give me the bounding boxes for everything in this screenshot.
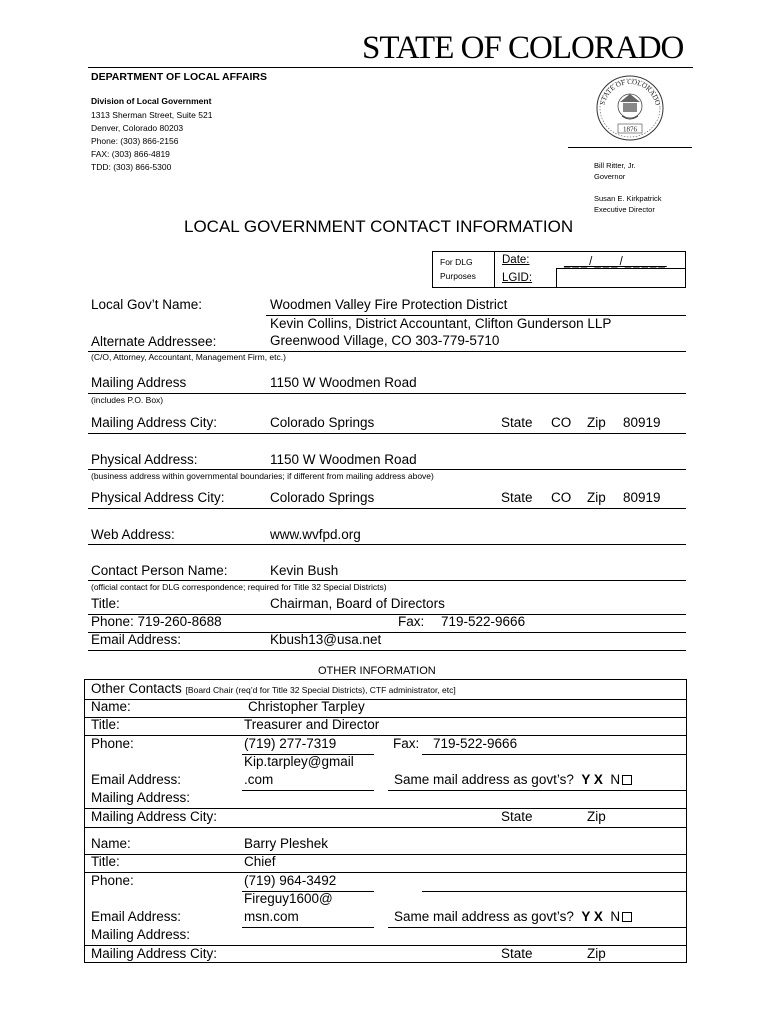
tdd-line: TDD: (303) 866-5300 <box>91 162 172 172</box>
contact2-email-line2: msn.com <box>244 909 299 924</box>
alt-addressee-line2: Greenwood Village, CO 303-779-5710 <box>270 333 500 348</box>
gov-name-label: Local Gov’t Name: <box>91 297 203 312</box>
contact-email-label: Email Address: <box>91 632 182 647</box>
mailing-address-label: Mailing Address <box>91 375 187 390</box>
contact1-title-rule <box>84 735 687 736</box>
physical-address-rule <box>88 469 686 470</box>
contact1-name-value: Christopher Tarpley <box>248 699 365 714</box>
contact2-city-label: Mailing Address City: <box>91 946 218 961</box>
contact-title-label: Title: <box>91 596 120 611</box>
contact1-title-label: Title: <box>91 717 120 732</box>
contact2-title-label: Title: <box>91 854 120 869</box>
contact-phone: Phone: 719-260-8688 <box>91 614 222 629</box>
fax-line: FAX: (303) 866-4819 <box>91 149 170 159</box>
contact1-city-rule <box>84 827 687 828</box>
contact-person-label: Contact Person Name: <box>91 563 228 578</box>
mailing-zip-label: Zip <box>587 415 606 430</box>
physical-state-value: CO <box>551 490 572 505</box>
lgid-label: LGID: <box>502 272 533 284</box>
address-line: 1313 Sherman Street, Suite 521 <box>91 110 213 120</box>
contact2-fax-rule <box>422 891 687 892</box>
mailing-address-note: (includes P.O. Box) <box>91 395 164 405</box>
governor-title: Governor <box>594 172 626 181</box>
contact1-phone-value: (719) 277-7319 <box>244 736 337 751</box>
contact-email-value: Kbush13@usa.net <box>270 632 382 647</box>
mailing-city-value: Colorado Springs <box>270 415 375 430</box>
dlg-purposes-label: Purposes <box>440 271 476 281</box>
physical-city-label: Physical Address City: <box>91 490 225 505</box>
physical-zip-label: Zip <box>587 490 606 505</box>
contact2-no-checkbox[interactable] <box>622 912 632 922</box>
physical-address-value: 1150 W Woodmen Road <box>270 452 417 467</box>
division-name: Division of Local Government <box>91 96 212 106</box>
contact1-email-rule <box>242 790 374 791</box>
alt-addressee-label: Alternate Addressee: <box>91 334 217 349</box>
form-title: LOCAL GOVERNMENT CONTACT INFORMATION <box>184 217 574 236</box>
contact-fax-value: 719-522-9666 <box>441 614 526 629</box>
contact1-same-mail: Same mail address as govt’s? Y X N <box>394 772 632 787</box>
department-name: DEPARTMENT OF LOCAL AFFAIRS <box>91 71 267 83</box>
contact1-zip-label: Zip <box>587 809 606 824</box>
mailing-address-rule <box>88 393 686 394</box>
mailing-state-label: State <box>501 415 533 430</box>
seal-year: 1876 <box>623 125 637 134</box>
governor-rule <box>568 147 692 148</box>
physical-address-label: Physical Address: <box>91 452 198 467</box>
contact2-title-rule <box>84 872 687 873</box>
contact1-mailing-label: Mailing Address: <box>91 790 191 805</box>
physical-zip-value: 80919 <box>623 490 661 505</box>
web-address-label: Web Address: <box>91 527 175 542</box>
physical-state-label: State <box>501 490 533 505</box>
contact1-phone-label: Phone: <box>91 736 134 751</box>
contact2-email-label: Email Address: <box>91 909 182 924</box>
contact-person-value: Kevin Bush <box>270 563 339 578</box>
director-name: Susan E. Kirkpatrick <box>594 194 662 203</box>
contact2-name-rule <box>84 854 687 855</box>
date-input[interactable]: ___/___/_____ <box>564 256 667 268</box>
contact2-phone-label: Phone: <box>91 873 134 888</box>
lgid-input[interactable] <box>556 268 686 288</box>
contact2-same-rule <box>388 927 687 928</box>
contact1-city-label: Mailing Address City: <box>91 809 218 824</box>
contact-person-note: (official contact for DLG correspondence; required for Title 32 Special Districts) <box>91 582 387 592</box>
header-rule <box>88 67 693 68</box>
date-label: Date: <box>502 254 530 266</box>
mailing-address-value: 1150 W Woodmen Road <box>270 375 417 390</box>
contact2-email-rule <box>242 927 374 928</box>
gov-name-value: Woodmen Valley Fire Protection District <box>270 297 508 312</box>
contact1-fax-value: 719-522-9666 <box>433 736 518 751</box>
other-information-header: OTHER INFORMATION <box>318 665 436 677</box>
contact2-zip-label: Zip <box>587 946 606 961</box>
other-contacts-label: Other Contacts [Board Chair (req’d for Title 32 Special Districts), CTF administrator, etc] <box>91 681 456 696</box>
contact1-email-label: Email Address: <box>91 772 182 787</box>
contact2-name-value: Barry Pleshek <box>244 836 329 851</box>
contact-person-rule <box>88 580 686 581</box>
contact1-yes-check[interactable]: Y X <box>581 772 603 787</box>
contact1-fax-label: Fax: <box>393 736 420 751</box>
contacts-rule <box>84 699 687 700</box>
contact1-fax-rule <box>422 754 687 755</box>
director-title: Executive Director <box>594 205 655 214</box>
web-address-rule <box>88 544 686 545</box>
contact2-state-label: State <box>501 946 533 961</box>
contact1-state-label: State <box>501 809 533 824</box>
contact2-phone-value: (719) 964-3492 <box>244 873 337 888</box>
alt-addressee-note: (C/O, Attorney, Accountant, Management Firm, etc.) <box>91 352 286 362</box>
contact1-name-label: Name: <box>91 699 131 714</box>
alt-addressee-line1: Kevin Collins, District Accountant, Clifton Gunderson LLP <box>270 316 612 331</box>
contact2-email-line1: Fireguy1600@ <box>244 891 333 906</box>
contact-fax-label: Fax: <box>398 614 425 629</box>
state-title: STATE OF COLORADO <box>362 30 684 66</box>
mailing-city-rule <box>88 433 686 434</box>
phone-line: Phone: (303) 866-2156 <box>91 136 179 146</box>
contact2-yes-check[interactable]: Y X <box>581 909 603 924</box>
web-address-value: www.wvfpd.org <box>270 527 361 542</box>
dlg-separator <box>494 251 495 288</box>
contact2-same-mail: Same mail address as govt’s? Y X N <box>394 909 632 924</box>
contact1-title-value: Treasurer and Director <box>244 717 380 732</box>
mailing-city-label: Mailing Address City: <box>91 415 218 430</box>
contact1-same-rule <box>388 790 687 791</box>
contact2-name-label: Name: <box>91 836 131 851</box>
contact-email-rule <box>88 650 686 651</box>
physical-city-rule <box>88 508 686 509</box>
contact1-name-rule <box>84 717 687 718</box>
dlg-for-label: For DLG <box>440 257 473 267</box>
physical-address-note: (business address within governmental boundaries; if different from mailing address above) <box>91 471 434 481</box>
seal-text: STATE OF COLORADO <box>598 77 662 107</box>
contact1-no-checkbox[interactable] <box>622 775 632 785</box>
contact1-email-line1: Kip.tarpley@gmail <box>244 754 354 769</box>
contact-title-value: Chairman, Board of Directors <box>270 596 445 611</box>
governor-name: Bill Ritter, Jr. <box>594 161 636 170</box>
mailing-state-value: CO <box>551 415 572 430</box>
physical-city-value: Colorado Springs <box>270 490 375 505</box>
contact2-title-value: Chief <box>244 854 276 869</box>
contact1-email-line2: .com <box>244 772 274 787</box>
mailing-zip-value: 80919 <box>623 415 661 430</box>
contact2-mailing-label: Mailing Address: <box>91 927 191 942</box>
other-contacts-note: [Board Chair (req’d for Title 32 Special Districts), CTF administrator, etc] <box>185 685 456 695</box>
address-line: Denver, Colorado 80203 <box>91 123 184 133</box>
state-seal-icon <box>590 72 670 142</box>
